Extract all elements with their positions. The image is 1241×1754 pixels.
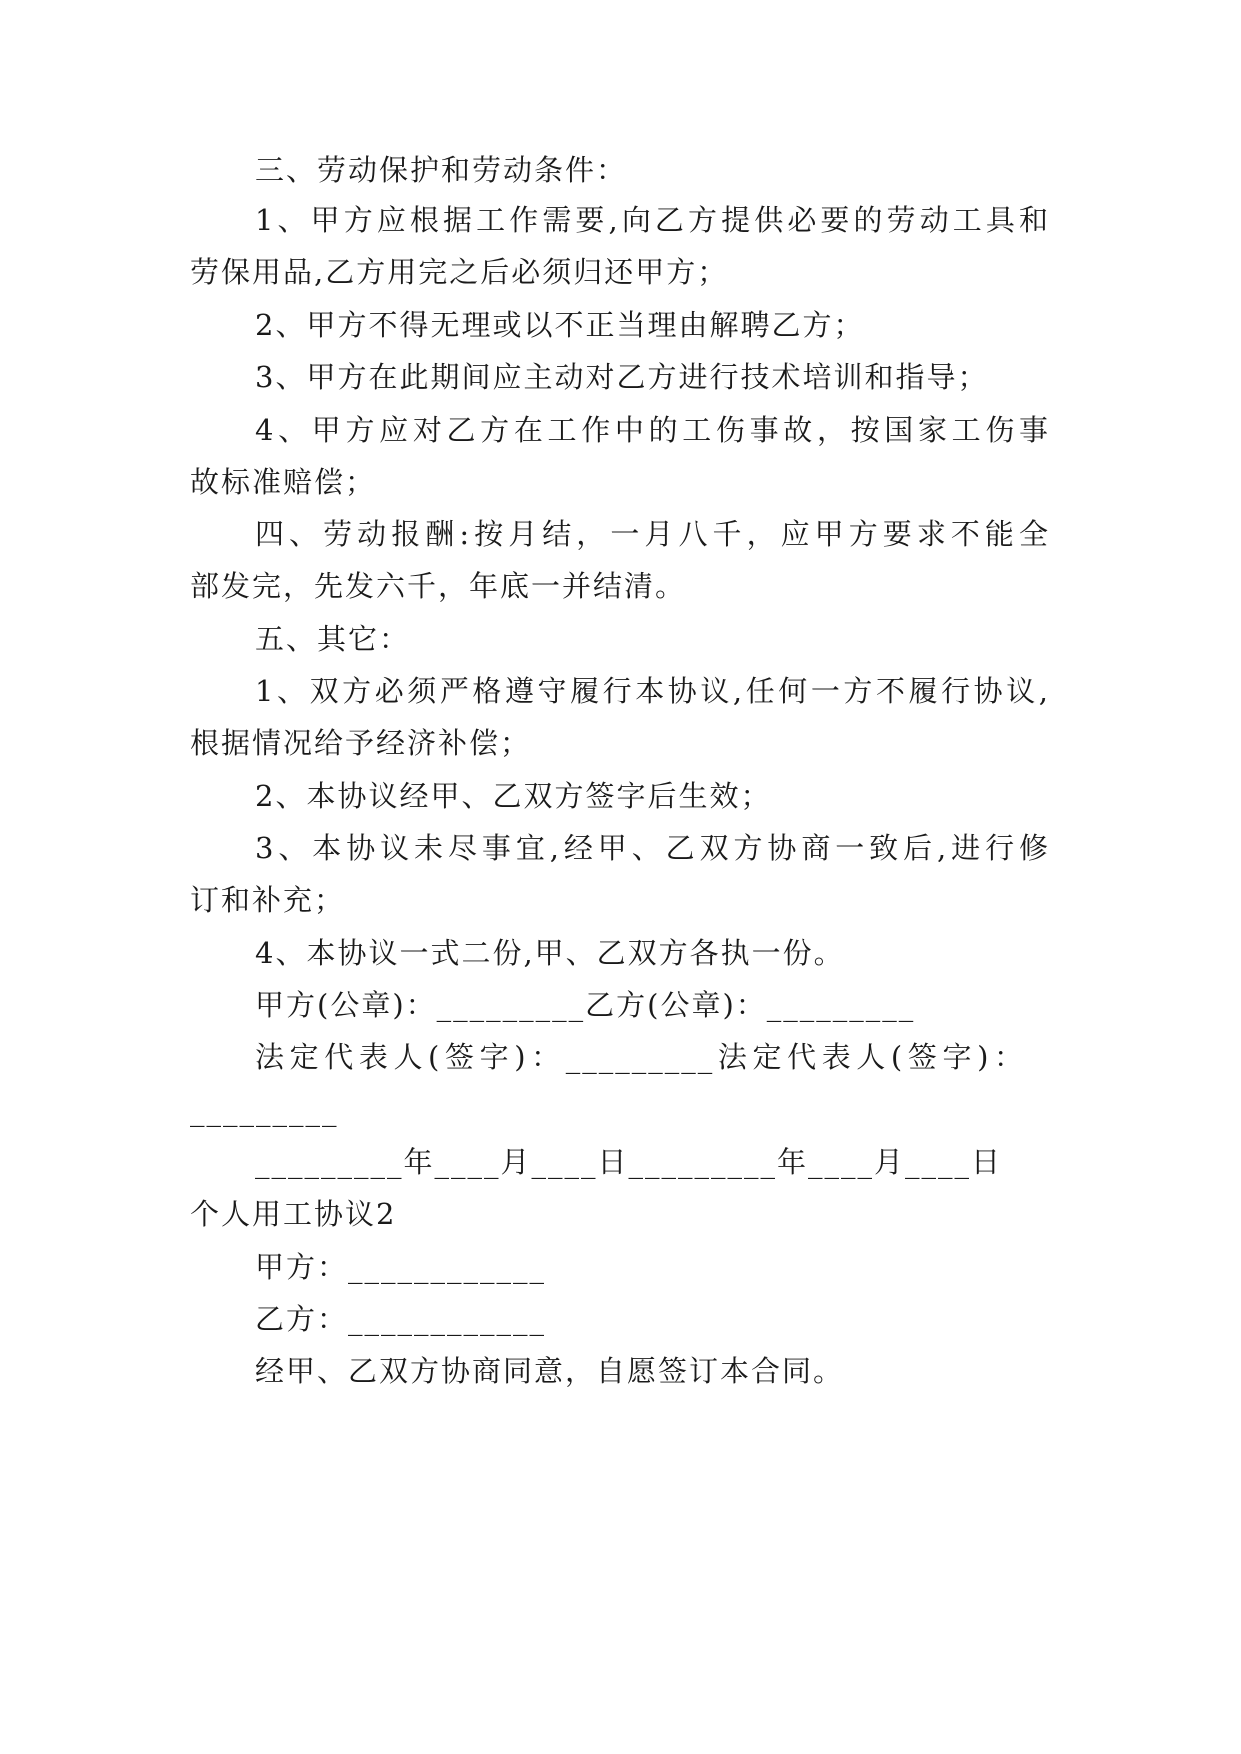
paragraph-line: 3、本协议未尽事宜,经甲、乙双方协商一致后,进行修	[255, 831, 1050, 865]
paragraph-line: 劳保用品,乙方用完之后必须归还甲方；	[190, 255, 729, 289]
paragraph-line: 4、甲方应对乙方在工作中的工伤事故，按国家工伤事	[255, 413, 1050, 447]
section-heading: 四、劳动报酬:按月结，一月八千，应甲方要求不能全	[255, 517, 1050, 551]
paragraph-line: 1、甲方应根据工作需要,向乙方提供必要的劳动工具和	[255, 203, 1050, 237]
seal-line: 甲方(公章)：_________乙方(公章)：_________	[255, 988, 916, 1022]
paragraph-line: 1、双方必须严格遵守履行本协议,任何一方不履行协议,	[255, 674, 1050, 708]
party-b-line: 乙方：____________	[255, 1302, 547, 1336]
paragraph-line: 根据情况给予经济补偿；	[190, 726, 532, 760]
paragraph-line: 4、本协议一式二份,甲、乙双方各执一份。	[255, 936, 845, 970]
paragraph-line: 2、甲方不得无理或以不正当理由解聘乙方；	[255, 308, 865, 342]
section-heading: 五、其它：	[255, 622, 411, 656]
section-heading: 三、劳动保护和劳动条件：	[255, 153, 628, 187]
paragraph-line: 经甲、乙双方协商同意，自愿签订本合同。	[255, 1354, 845, 1388]
date-line: _________年____月____日_________年____月____日	[255, 1145, 1003, 1179]
paragraph-line: 2、本协议经甲、乙双方签字后生效；	[255, 779, 772, 813]
paragraph-line: 故标准赔偿；	[190, 465, 377, 499]
paragraph-line: 订和补充；	[190, 883, 346, 917]
signature-blank: _________	[190, 1093, 339, 1127]
party-a-line: 甲方：____________	[255, 1250, 547, 1284]
signature-line: 法定代表人(签字)：_________法定代表人(签字)：	[255, 1040, 1025, 1074]
document-title: 个人用工协议2	[190, 1197, 397, 1231]
paragraph-line: 3、甲方在此期间应主动对乙方进行技术培训和指导；	[255, 360, 989, 394]
paragraph-line: 部发完，先发六千，年底一并结清。	[190, 569, 687, 603]
